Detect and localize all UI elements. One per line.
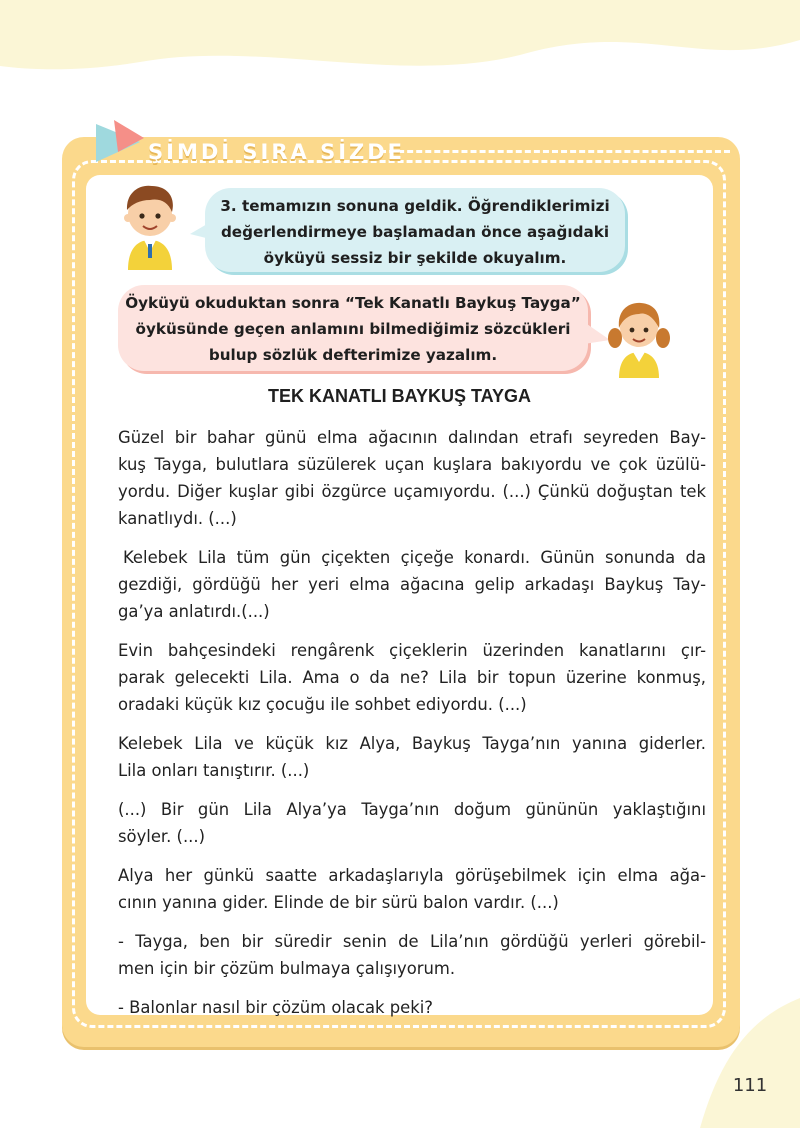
story-line: parak gelecekti Lila. Ama o da ne? Lila bir topun üzerine konmuş,	[118, 668, 706, 687]
bubble-line: değerlendirmeye başlamadan önce aşağıdaki	[220, 223, 610, 241]
story-line: Güzel bir bahar günü elma ağacının dalından etrafı seyreden Bay-	[118, 428, 706, 447]
bubble-tail	[190, 220, 214, 242]
story-line: (...) Bir gün Lila Alya’ya Tayga’nın doğum gününün yaklaştığını	[118, 800, 706, 819]
story-paragraph	[118, 796, 706, 850]
story-line: - Tayga, ben bir süredir senin de Lila’nın gördüğü yerleri görebil-	[118, 932, 706, 951]
story-line: yordu. Diğer kuşlar gibi özgürce uçamıyordu. (...) Çünkü doğuştan tek	[118, 482, 706, 501]
bubble-line: öyküyü sessiz bir şekilde okuyalım.	[263, 249, 567, 267]
bubble-line: öyküsünde geçen anlamını bilmediğimiz sözcükleri	[135, 320, 571, 338]
bubble-line: bulup sözlük defterimize yazalım.	[208, 346, 498, 364]
story-paragraph	[118, 544, 706, 625]
story-line: Kelebek Lila ve küçük kız Alya, Baykuş Tayga’nın yanına giderler.	[118, 734, 706, 753]
section-title: ŞİMDİ SIRA SİZDE	[148, 140, 406, 164]
story-line: cının yanına gider. Elinde de bir sürü balon vardır. (...)	[118, 893, 559, 912]
boy-speech-bubble	[205, 188, 625, 272]
story-paragraph	[118, 424, 706, 532]
story-line: kanatlıydı. (...)	[118, 509, 237, 528]
play-arrow-icon	[88, 118, 148, 168]
story-line: gezdiği, gördüğü her yeri elma ağacına gelip arkadaşı Baykuş Tay-	[118, 575, 706, 594]
story-paragraph	[118, 928, 706, 982]
story-paragraph	[118, 994, 706, 1021]
page-number: 111	[732, 1075, 768, 1096]
story-line: Alya her günkü saatte arkadaşlarıyla görüşebilmek için elma ağa-	[118, 866, 706, 885]
story-line: kuş Tayga, bulutlara süzülerek uçan kuşlara bakıyordu ve çok üzülü-	[118, 455, 706, 474]
bubble-line: Öyküyü okuduktan sonra “Tek Kanatlı Baykuş Tayga”	[125, 294, 581, 312]
top-wave-decoration	[0, 0, 800, 90]
story-line: Lila onları tanıştırır. (...)	[118, 761, 310, 780]
story-title: TEK KANATLI BAYKUŞ TAYGA	[267, 386, 532, 406]
bubble-line: 3. temamızın sonuna geldik. Öğrendiklerimizi	[220, 197, 610, 215]
story-line: Kelebek Lila tüm gün çiçekten çiçeğe konardı. Günün sonunda da	[123, 548, 706, 567]
story-body	[118, 424, 706, 1033]
boy-avatar	[110, 178, 190, 270]
story-line: söyler. (...)	[118, 827, 205, 846]
story-line: Evin bahçesindeki rengârenk çiçeklerin üzerinden kanatlarını çır-	[118, 641, 706, 660]
story-line: ga’ya anlatırdı.(...)	[118, 602, 270, 621]
story-line: oradaki küçük kız çocuğu ile sohbet ediyordu. (...)	[118, 695, 527, 714]
story-line: - Balonlar nasıl bir çözüm olacak peki?	[118, 998, 433, 1017]
story-paragraph	[118, 862, 706, 916]
girl-speech-bubble	[118, 285, 588, 371]
story-paragraph	[118, 637, 706, 718]
card-dash-line	[380, 150, 730, 153]
girl-avatar	[605, 294, 673, 378]
story-paragraph	[118, 730, 706, 784]
story-line: men için bir çözüm bulmaya çalışıyorum.	[118, 959, 456, 978]
